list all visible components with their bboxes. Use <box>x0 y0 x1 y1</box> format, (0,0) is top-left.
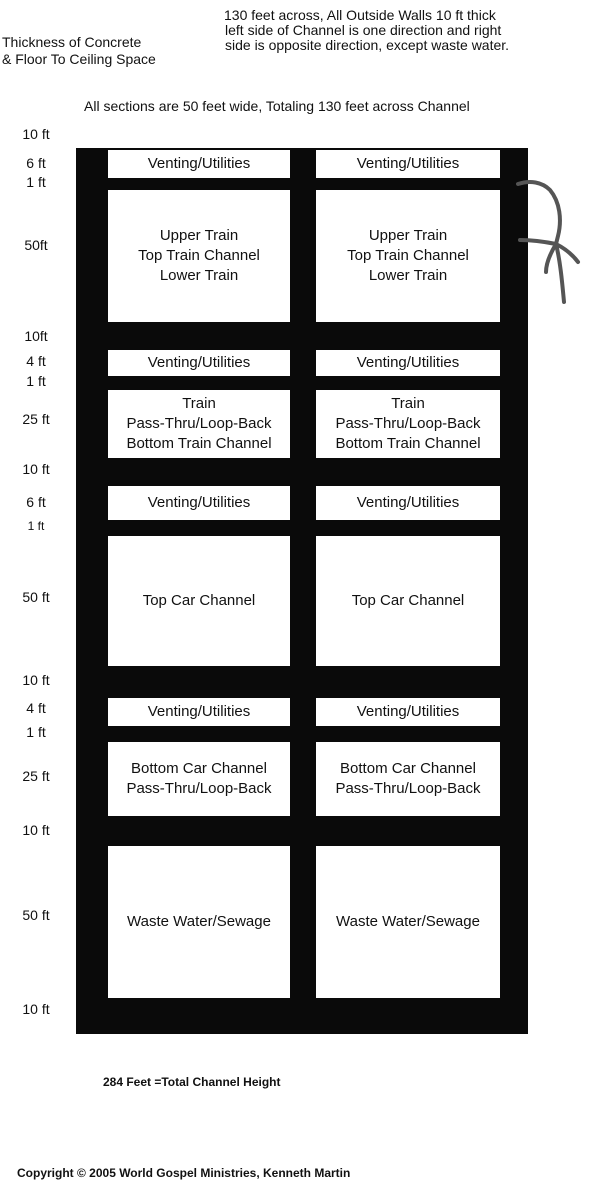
right-section-channel <box>316 846 500 998</box>
section-label: Pass-Thru/Loop-Back <box>335 780 481 797</box>
section-label: Train <box>182 395 216 412</box>
section-label: Upper Train <box>159 227 239 244</box>
dimension-label: 1 ft <box>26 373 46 389</box>
section-label: Upper Train <box>368 227 448 244</box>
dimension-label: 4 ft <box>26 353 46 369</box>
dimension-label: 1 ft <box>27 519 45 533</box>
thickness-heading <box>2 34 156 68</box>
left-section-vent <box>108 486 290 520</box>
section-label: Pass-Thru/Loop-Back <box>126 415 272 432</box>
right-section-vent <box>316 698 500 726</box>
thickness-heading-line-1: Thickness of Concrete <box>2 34 142 50</box>
left-section-channel <box>108 742 290 816</box>
dimension-label: 50ft <box>24 237 48 253</box>
left-section-vent <box>108 350 290 376</box>
left-section-channel <box>108 846 290 998</box>
channel-description-line-1: 130 feet across, All Outside Walls 10 ft thick <box>224 7 496 23</box>
left-section-channel <box>108 190 290 322</box>
section-label: Top Train Channel <box>138 247 260 264</box>
dimension-label: 10ft <box>24 328 48 344</box>
dimension-label: 10 ft <box>22 822 50 838</box>
section-label: Bottom Car Channel <box>131 760 267 777</box>
section-label: Waste Water/Sewage <box>127 913 271 930</box>
section-label: Venting/Utilities <box>356 354 460 371</box>
width-note: All sections are 50 feet wide, Totaling 130 feet across Channel <box>84 98 470 114</box>
right-section-vent <box>316 350 500 376</box>
right-section-channel <box>316 536 500 666</box>
hand-drawn-arrow-icon <box>516 176 586 311</box>
right-section-vent <box>316 486 500 520</box>
dimension-label: 6 ft <box>26 494 46 510</box>
right-section-channel <box>316 190 500 322</box>
left-section-vent <box>108 150 290 178</box>
dimension-label: 50 ft <box>22 907 50 923</box>
dimension-label: 25 ft <box>22 411 50 427</box>
dimension-label: 4 ft <box>26 700 46 716</box>
section-label: Venting/Utilities <box>147 155 251 172</box>
section-label: Train <box>391 395 425 412</box>
right-section-channel <box>316 742 500 816</box>
dimension-label: 1 ft <box>26 724 46 740</box>
dimension-label: 10 ft <box>22 461 50 477</box>
section-label: Lower Train <box>368 267 448 284</box>
section-label: Venting/Utilities <box>356 155 460 172</box>
channel-description <box>224 8 509 53</box>
left-section-channel <box>108 536 290 666</box>
section-label: Venting/Utilities <box>147 703 251 720</box>
dimension-label: 6 ft <box>26 155 46 171</box>
left-section-channel <box>108 390 290 458</box>
thickness-heading-line-2: & Floor To Ceiling Space <box>2 51 156 67</box>
section-label: Venting/Utilities <box>356 703 460 720</box>
right-section-channel <box>316 390 500 458</box>
section-label: Top Car Channel <box>142 592 256 609</box>
section-label: Bottom Train Channel <box>126 435 272 452</box>
section-label: Pass-Thru/Loop-Back <box>126 780 272 797</box>
dimension-label: 10 ft <box>22 672 50 688</box>
dimension-label: 10 ft <box>22 1001 50 1017</box>
dimension-label: 10 ft <box>22 126 50 142</box>
section-label: Bottom Train Channel <box>335 435 481 452</box>
section-label: Lower Train <box>159 267 239 284</box>
section-label: Top Train Channel <box>347 247 469 264</box>
right-section-vent <box>316 150 500 178</box>
dimension-label: 25 ft <box>22 768 50 784</box>
section-label: Venting/Utilities <box>147 354 251 371</box>
channel-description-line-2: left side of Channel is one direction and right <box>225 22 502 38</box>
channel-description-line-3: side is opposite direction, except waste water. <box>225 37 510 53</box>
section-label: Bottom Car Channel <box>340 760 476 777</box>
copyright: Copyright © 2005 World Gospel Ministries, Kenneth Martin <box>17 1166 351 1180</box>
section-label: Venting/Utilities <box>147 494 251 511</box>
dimension-label: 50 ft <box>22 589 50 605</box>
section-label: Waste Water/Sewage <box>336 913 480 930</box>
section-label: Top Car Channel <box>351 592 465 609</box>
section-label: Pass-Thru/Loop-Back <box>335 415 481 432</box>
left-section-vent <box>108 698 290 726</box>
total-height-note: 284 Feet =Total Channel Height <box>103 1075 281 1089</box>
dimension-label: 1 ft <box>26 174 46 190</box>
section-label: Venting/Utilities <box>356 494 460 511</box>
